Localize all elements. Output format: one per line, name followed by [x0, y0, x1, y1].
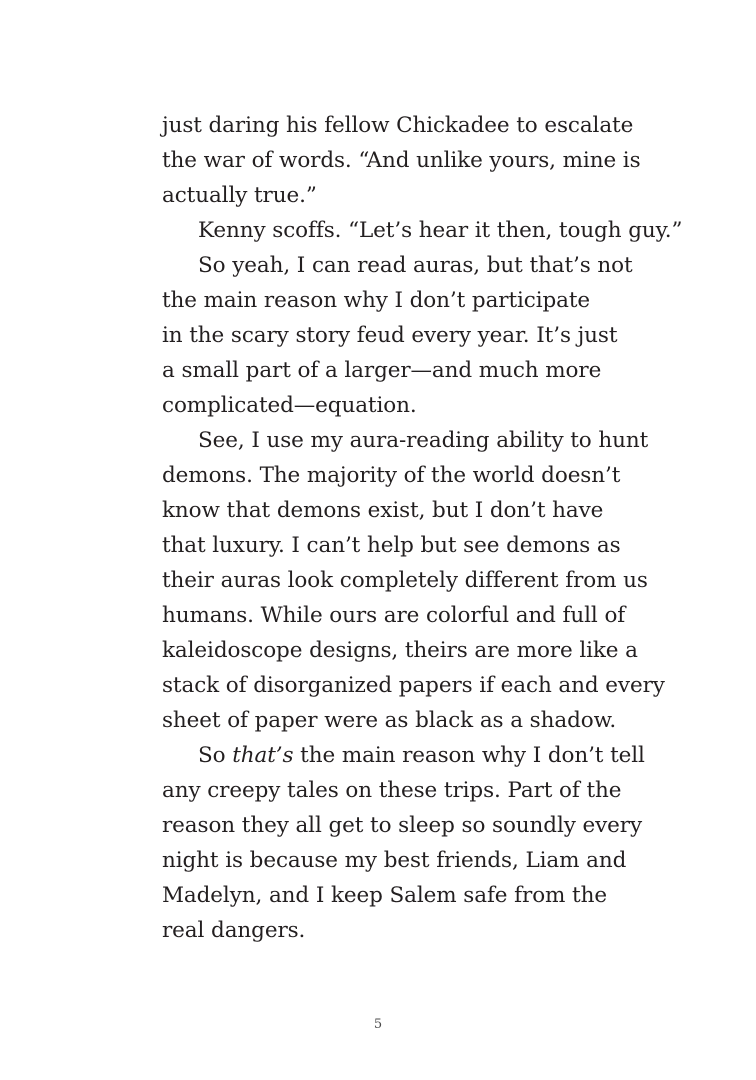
text-line: their auras look completely different from us: [162, 568, 648, 593]
text-line: humans. While ours are colorful and full of: [162, 603, 626, 628]
text-line: know that demons exist, but I don’t have: [162, 498, 604, 523]
body-text: [162, 108, 683, 948]
text-line: the main reason why I don’t participate: [162, 288, 591, 313]
text-line: stack of disorganized papers if each and every: [162, 673, 665, 698]
text-line: See, I use my aura-reading ability to hunt: [198, 428, 649, 453]
text-line: Madelyn, and I keep Salem safe from the: [162, 883, 607, 908]
text-line: any creepy tales on these trips. Part of the: [162, 778, 622, 803]
page-number: 5: [373, 1017, 383, 1032]
text-line: night is because my best friends, Liam and: [162, 848, 627, 873]
text-line: actually true.”: [162, 183, 317, 208]
text-line: just daring his fellow Chickadee to escalate: [162, 113, 634, 138]
text-line: kaleidoscope designs, theirs are more like a: [162, 638, 638, 663]
text-line: complicated—equation.: [162, 393, 417, 418]
text-line: [162, 738, 656, 773]
text-line-pre: So: [198, 743, 233, 768]
text-line: demons. The majority of the world doesn’t: [162, 463, 621, 488]
text-line: that luxury. I can’t help but see demons as: [162, 533, 621, 558]
text-line-post: the main reason why I don’t tell: [293, 743, 645, 768]
emphasis-text: that’s: [232, 743, 294, 768]
text-line: a small part of a larger—and much more: [162, 358, 602, 383]
text-line: sheet of paper were as black as a shadow.: [162, 708, 617, 733]
text-line: reason they all get to sleep so soundly every: [162, 813, 643, 838]
text-line: Kenny scoffs. “Let’s hear it then, tough guy.”: [198, 218, 683, 243]
text-line: real dangers.: [162, 918, 306, 943]
text-line: the war of words. “And unlike yours, mine is: [162, 148, 641, 173]
text-line: in the scary story feud every year. It’s just: [162, 323, 618, 348]
text-line: So yeah, I can read auras, but that’s not: [198, 253, 633, 278]
